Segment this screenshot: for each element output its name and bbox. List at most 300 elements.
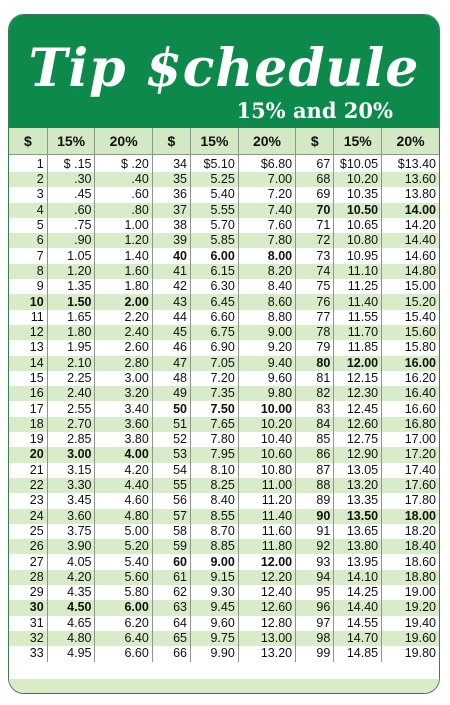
amount-cell: 31: [9, 616, 47, 631]
amount-cell: 43: [152, 294, 190, 309]
table-row: [9, 371, 439, 386]
tip-15-cell: 10.80: [334, 233, 382, 248]
tip-15-cell: 5.40: [191, 187, 239, 202]
amount-cell: 4: [9, 203, 47, 218]
amount-cell: 32: [9, 631, 47, 646]
tip-20-cell: 10.20: [238, 417, 295, 432]
tip-15-cell: 14.55: [334, 616, 382, 631]
tip-20-cell: 6.60: [95, 646, 152, 661]
amount-cell: 99: [296, 646, 334, 661]
tip-20-cell: 18.40: [382, 539, 439, 554]
tip-15-cell: 1.05: [47, 248, 95, 263]
amount-cell: 53: [152, 447, 190, 462]
amount-cell: 41: [152, 264, 190, 279]
tip-20-cell: 7.60: [238, 218, 295, 233]
column-header-20: 20%: [238, 128, 295, 155]
tip-20-cell: 11.20: [238, 493, 295, 508]
table-row: [9, 478, 439, 493]
tip-20-cell: 17.20: [382, 447, 439, 462]
tip-20-cell: 16.60: [382, 401, 439, 416]
tip-20-cell: 9.60: [238, 371, 295, 386]
tip-20-cell: 19.40: [382, 616, 439, 631]
table-row: [9, 554, 439, 569]
amount-cell: 13: [9, 340, 47, 355]
tip-20-cell: 12.40: [238, 585, 295, 600]
amount-cell: 74: [296, 264, 334, 279]
amount-cell: 63: [152, 600, 190, 615]
table-row: [9, 447, 439, 462]
tip-20-cell: 19.60: [382, 631, 439, 646]
tip-15-cell: 14.85: [334, 646, 382, 661]
tip-20-cell: 11.80: [238, 539, 295, 554]
tip-20-cell: 14.20: [382, 218, 439, 233]
tip-20-cell: 15.00: [382, 279, 439, 294]
tip-15-cell: 4.05: [47, 554, 95, 569]
amount-cell: 23: [9, 493, 47, 508]
amount-cell: 58: [152, 524, 190, 539]
table-row: [9, 264, 439, 279]
tip-20-cell: 4.20: [95, 463, 152, 478]
table-row: [9, 616, 439, 631]
tip-15-cell: 3.30: [47, 478, 95, 493]
tip-20-cell: 6.20: [95, 616, 152, 631]
tip-20-cell: 4.80: [95, 509, 152, 524]
tip-20-cell: 14.80: [382, 264, 439, 279]
amount-cell: 8: [9, 264, 47, 279]
tip-20-cell: 15.40: [382, 310, 439, 325]
table-row: [9, 509, 439, 524]
tip-20-cell: 16.40: [382, 386, 439, 401]
tip-15-cell: 3.00: [47, 447, 95, 462]
table-body: [9, 155, 439, 662]
tip-20-cell: 15.80: [382, 340, 439, 355]
tip-15-cell: 7.20: [191, 371, 239, 386]
tip-15-cell: 1.20: [47, 264, 95, 279]
tip-20-cell: 17.00: [382, 432, 439, 447]
tip-20-cell: 2.80: [95, 356, 152, 371]
tip-20-cell: 12.00: [238, 554, 295, 569]
tip-20-cell: 10.00: [238, 401, 295, 416]
amount-cell: 29: [9, 585, 47, 600]
tip-20-cell: 19.80: [382, 646, 439, 661]
tip-15-cell: 5.55: [191, 203, 239, 218]
tip-20-cell: 17.80: [382, 493, 439, 508]
amount-cell: 21: [9, 463, 47, 478]
amount-cell: 1: [9, 155, 47, 173]
tip-15-cell: 14.70: [334, 631, 382, 646]
tip-15-cell: 14.10: [334, 570, 382, 585]
amount-cell: 12: [9, 325, 47, 340]
tip-15-cell: 5.85: [191, 233, 239, 248]
tip-15-cell: 7.80: [191, 432, 239, 447]
tip-15-cell: 6.45: [191, 294, 239, 309]
tip-15-cell: 2.85: [47, 432, 95, 447]
tip-15-cell: 7.35: [191, 386, 239, 401]
column-header-amount: $: [152, 128, 190, 155]
tip-15-cell: 11.10: [334, 264, 382, 279]
tip-15-cell: $10.05: [334, 155, 382, 173]
tip-20-cell: 3.40: [95, 401, 152, 416]
tip-15-cell: 8.70: [191, 524, 239, 539]
amount-cell: 98: [296, 631, 334, 646]
tip-20-cell: 5.40: [95, 554, 152, 569]
table-row: [9, 310, 439, 325]
tip-20-cell: 3.80: [95, 432, 152, 447]
title-banner: [9, 15, 439, 128]
column-header-20: 20%: [95, 128, 152, 155]
amount-cell: 67: [296, 155, 334, 173]
tip-15-cell: 3.15: [47, 463, 95, 478]
tip-20-cell: 9.40: [238, 356, 295, 371]
tip-15-cell: 1.35: [47, 279, 95, 294]
amount-cell: 64: [152, 616, 190, 631]
tip-20-cell: 8.60: [238, 294, 295, 309]
tip-15-cell: 13.35: [334, 493, 382, 508]
tip-15-cell: 9.45: [191, 600, 239, 615]
tip-20-cell: 9.80: [238, 386, 295, 401]
tip-20-cell: 12.80: [238, 616, 295, 631]
tip-20-cell: $ .20: [95, 155, 152, 173]
amount-cell: 51: [152, 417, 190, 432]
amount-cell: 28: [9, 570, 47, 585]
tip-15-cell: 13.95: [334, 554, 382, 569]
tip-20-cell: 7.00: [238, 172, 295, 187]
tip-15-cell: 2.10: [47, 356, 95, 371]
tip-15-cell: 8.10: [191, 463, 239, 478]
tip-15-cell: 12.60: [334, 417, 382, 432]
amount-cell: 72: [296, 233, 334, 248]
column-header-15: 15%: [47, 128, 95, 155]
tip-20-cell: 3.20: [95, 386, 152, 401]
tip-15-cell: 11.55: [334, 310, 382, 325]
tip-15-cell: 10.35: [334, 187, 382, 202]
amount-cell: 92: [296, 539, 334, 554]
tip-15-cell: 9.75: [191, 631, 239, 646]
tip-15-cell: .75: [47, 218, 95, 233]
amount-cell: 54: [152, 463, 190, 478]
tip-20-cell: 1.00: [95, 218, 152, 233]
amount-cell: 18: [9, 417, 47, 432]
amount-cell: 96: [296, 600, 334, 615]
tip-20-cell: 8.80: [238, 310, 295, 325]
amount-cell: 86: [296, 447, 334, 462]
table-row: [9, 585, 439, 600]
tip-15-cell: 8.85: [191, 539, 239, 554]
tip-20-cell: 1.20: [95, 233, 152, 248]
tip-15-cell: 10.20: [334, 172, 382, 187]
tip-15-cell: 3.75: [47, 524, 95, 539]
tip-15-cell: 6.00: [191, 248, 239, 263]
amount-cell: 66: [152, 646, 190, 661]
page-subtitle: 15% and 20%: [236, 98, 393, 123]
tip-15-cell: 8.40: [191, 493, 239, 508]
tip-20-cell: 11.00: [238, 478, 295, 493]
tip-20-cell: 13.60: [382, 172, 439, 187]
amount-cell: 70: [296, 203, 334, 218]
tip-15-cell: 3.60: [47, 509, 95, 524]
table-footer-stripe: [9, 679, 439, 694]
table-row: [9, 172, 439, 187]
tip-15-cell: 12.75: [334, 432, 382, 447]
amount-cell: 38: [152, 218, 190, 233]
tip-20-cell: 4.40: [95, 478, 152, 493]
tip-15-cell: 4.35: [47, 585, 95, 600]
tip-20-cell: 5.80: [95, 585, 152, 600]
tip-15-cell: 12.30: [334, 386, 382, 401]
amount-cell: 91: [296, 524, 334, 539]
amount-cell: 85: [296, 432, 334, 447]
table-row: [9, 356, 439, 371]
amount-cell: 77: [296, 310, 334, 325]
amount-cell: 17: [9, 401, 47, 416]
tip-15-cell: 9.30: [191, 585, 239, 600]
amount-cell: 33: [9, 646, 47, 661]
amount-cell: 20: [9, 447, 47, 462]
amount-cell: 30: [9, 600, 47, 615]
tip-20-cell: 12.20: [238, 570, 295, 585]
amount-cell: 90: [296, 509, 334, 524]
tip-20-cell: 16.20: [382, 371, 439, 386]
amount-cell: 44: [152, 310, 190, 325]
amount-cell: 65: [152, 631, 190, 646]
table-row: [9, 539, 439, 554]
tip-20-cell: 10.60: [238, 447, 295, 462]
amount-cell: 56: [152, 493, 190, 508]
amount-cell: 71: [296, 218, 334, 233]
tip-15-cell: 10.95: [334, 248, 382, 263]
tip-15-cell: 6.30: [191, 279, 239, 294]
amount-cell: 78: [296, 325, 334, 340]
amount-cell: 6: [9, 233, 47, 248]
tip-15-cell: 3.45: [47, 493, 95, 508]
tip-schedule-card: [8, 14, 440, 694]
tip-15-cell: 9.90: [191, 646, 239, 661]
tip-15-cell: 12.15: [334, 371, 382, 386]
tip-20-cell: 13.20: [238, 646, 295, 661]
tip-20-cell: 19.20: [382, 600, 439, 615]
amount-cell: 89: [296, 493, 334, 508]
tip-15-cell: 11.85: [334, 340, 382, 355]
tip-20-cell: 3.00: [95, 371, 152, 386]
table-row: [9, 187, 439, 202]
amount-cell: 68: [296, 172, 334, 187]
tip-15-cell: 7.65: [191, 417, 239, 432]
tip-15-cell: 11.70: [334, 325, 382, 340]
tip-20-cell: 12.60: [238, 600, 295, 615]
tip-20-cell: 7.20: [238, 187, 295, 202]
tip-15-cell: 2.25: [47, 371, 95, 386]
amount-cell: 95: [296, 585, 334, 600]
tip-20-cell: 15.20: [382, 294, 439, 309]
tip-15-cell: 6.90: [191, 340, 239, 355]
tip-20-cell: 2.20: [95, 310, 152, 325]
table-row: [9, 218, 439, 233]
tip-15-cell: 9.00: [191, 554, 239, 569]
amount-cell: 47: [152, 356, 190, 371]
tip-15-cell: 5.25: [191, 172, 239, 187]
tip-table: [9, 128, 439, 662]
tip-20-cell: .80: [95, 203, 152, 218]
tip-20-cell: 11.60: [238, 524, 295, 539]
amount-cell: 39: [152, 233, 190, 248]
amount-cell: 2: [9, 172, 47, 187]
tip-20-cell: 15.60: [382, 325, 439, 340]
table-row: [9, 248, 439, 263]
tip-20-cell: 16.80: [382, 417, 439, 432]
tip-15-cell: 6.75: [191, 325, 239, 340]
tip-20-cell: 14.40: [382, 233, 439, 248]
tip-15-cell: 7.05: [191, 356, 239, 371]
tip-15-cell: 11.40: [334, 294, 382, 309]
tip-20-cell: 2.60: [95, 340, 152, 355]
table-row: [9, 386, 439, 401]
table-row: [9, 432, 439, 447]
tip-20-cell: 11.40: [238, 509, 295, 524]
column-header-15: 15%: [334, 128, 382, 155]
amount-cell: 50: [152, 401, 190, 416]
tip-15-cell: 1.65: [47, 310, 95, 325]
tip-15-cell: $5.10: [191, 155, 239, 173]
tip-15-cell: 3.90: [47, 539, 95, 554]
amount-cell: 40: [152, 248, 190, 263]
tip-15-cell: $ .15: [47, 155, 95, 173]
tip-15-cell: 1.50: [47, 294, 95, 309]
amount-cell: 16: [9, 386, 47, 401]
amount-cell: 57: [152, 509, 190, 524]
header-row: [9, 128, 439, 155]
tip-20-cell: 6.40: [95, 631, 152, 646]
table-row: [9, 631, 439, 646]
tip-20-cell: 9.20: [238, 340, 295, 355]
tip-15-cell: 10.65: [334, 218, 382, 233]
amount-cell: 34: [152, 155, 190, 173]
amount-cell: 80: [296, 356, 334, 371]
amount-cell: 83: [296, 401, 334, 416]
table-row: [9, 600, 439, 615]
table-row: [9, 463, 439, 478]
tip-15-cell: .90: [47, 233, 95, 248]
tip-15-cell: .60: [47, 203, 95, 218]
table-row: [9, 325, 439, 340]
tip-20-cell: 18.80: [382, 570, 439, 585]
tip-20-cell: 6.00: [95, 600, 152, 615]
amount-cell: 60: [152, 554, 190, 569]
tip-20-cell: 1.60: [95, 264, 152, 279]
tip-15-cell: 4.20: [47, 570, 95, 585]
amount-cell: 82: [296, 386, 334, 401]
amount-cell: 10: [9, 294, 47, 309]
amount-cell: 62: [152, 585, 190, 600]
tip-15-cell: 2.55: [47, 401, 95, 416]
amount-cell: 75: [296, 279, 334, 294]
tip-15-cell: 12.45: [334, 401, 382, 416]
amount-cell: 26: [9, 539, 47, 554]
tip-15-cell: 1.80: [47, 325, 95, 340]
amount-cell: 36: [152, 187, 190, 202]
tip-15-cell: .45: [47, 187, 95, 202]
amount-cell: 94: [296, 570, 334, 585]
amount-cell: 15: [9, 371, 47, 386]
tip-15-cell: 4.50: [47, 600, 95, 615]
amount-cell: 11: [9, 310, 47, 325]
tip-15-cell: 1.95: [47, 340, 95, 355]
table-row: [9, 401, 439, 416]
table-row: [9, 203, 439, 218]
table-row: [9, 279, 439, 294]
tip-20-cell: 5.00: [95, 524, 152, 539]
tip-15-cell: 4.95: [47, 646, 95, 661]
table-row: [9, 417, 439, 432]
amount-cell: 25: [9, 524, 47, 539]
tip-20-cell: 8.40: [238, 279, 295, 294]
amount-cell: 9: [9, 279, 47, 294]
tip-15-cell: 11.25: [334, 279, 382, 294]
amount-cell: 5: [9, 218, 47, 233]
amount-cell: 3: [9, 187, 47, 202]
tip-15-cell: 7.95: [191, 447, 239, 462]
amount-cell: 46: [152, 340, 190, 355]
tip-20-cell: 10.40: [238, 432, 295, 447]
tip-20-cell: 8.00: [238, 248, 295, 263]
tip-15-cell: 14.40: [334, 600, 382, 615]
tip-15-cell: 13.50: [334, 509, 382, 524]
tip-20-cell: $13.40: [382, 155, 439, 173]
amount-cell: 97: [296, 616, 334, 631]
amount-cell: 48: [152, 371, 190, 386]
amount-cell: 42: [152, 279, 190, 294]
table-row: [9, 155, 439, 173]
amount-cell: 37: [152, 203, 190, 218]
tip-15-cell: 8.55: [191, 509, 239, 524]
amount-cell: 7: [9, 248, 47, 263]
amount-cell: 19: [9, 432, 47, 447]
amount-cell: 93: [296, 554, 334, 569]
amount-cell: 14: [9, 356, 47, 371]
amount-cell: 35: [152, 172, 190, 187]
amount-cell: 45: [152, 325, 190, 340]
tip-20-cell: 18.60: [382, 554, 439, 569]
table-row: [9, 294, 439, 309]
tip-15-cell: 12.90: [334, 447, 382, 462]
table-row: [9, 646, 439, 661]
tip-15-cell: 4.80: [47, 631, 95, 646]
amount-cell: 79: [296, 340, 334, 355]
tip-20-cell: 2.40: [95, 325, 152, 340]
tip-20-cell: 17.40: [382, 463, 439, 478]
amount-cell: 52: [152, 432, 190, 447]
tip-20-cell: 7.80: [238, 233, 295, 248]
tip-15-cell: 4.65: [47, 616, 95, 631]
tip-20-cell: 7.40: [238, 203, 295, 218]
tip-20-cell: 18.00: [382, 509, 439, 524]
table-row: [9, 340, 439, 355]
page-title: Tip $chedule: [28, 38, 420, 99]
tip-20-cell: 1.80: [95, 279, 152, 294]
tip-20-cell: 2.00: [95, 294, 152, 309]
table-row: [9, 524, 439, 539]
column-header-amount: $: [9, 128, 47, 155]
column-header-20: 20%: [382, 128, 439, 155]
tip-20-cell: 4.00: [95, 447, 152, 462]
tip-15-cell: 6.15: [191, 264, 239, 279]
table-row: [9, 493, 439, 508]
tip-20-cell: .40: [95, 172, 152, 187]
tip-20-cell: 14.00: [382, 203, 439, 218]
table-row: [9, 570, 439, 585]
tip-15-cell: 5.70: [191, 218, 239, 233]
tip-15-cell: 9.15: [191, 570, 239, 585]
amount-cell: 69: [296, 187, 334, 202]
